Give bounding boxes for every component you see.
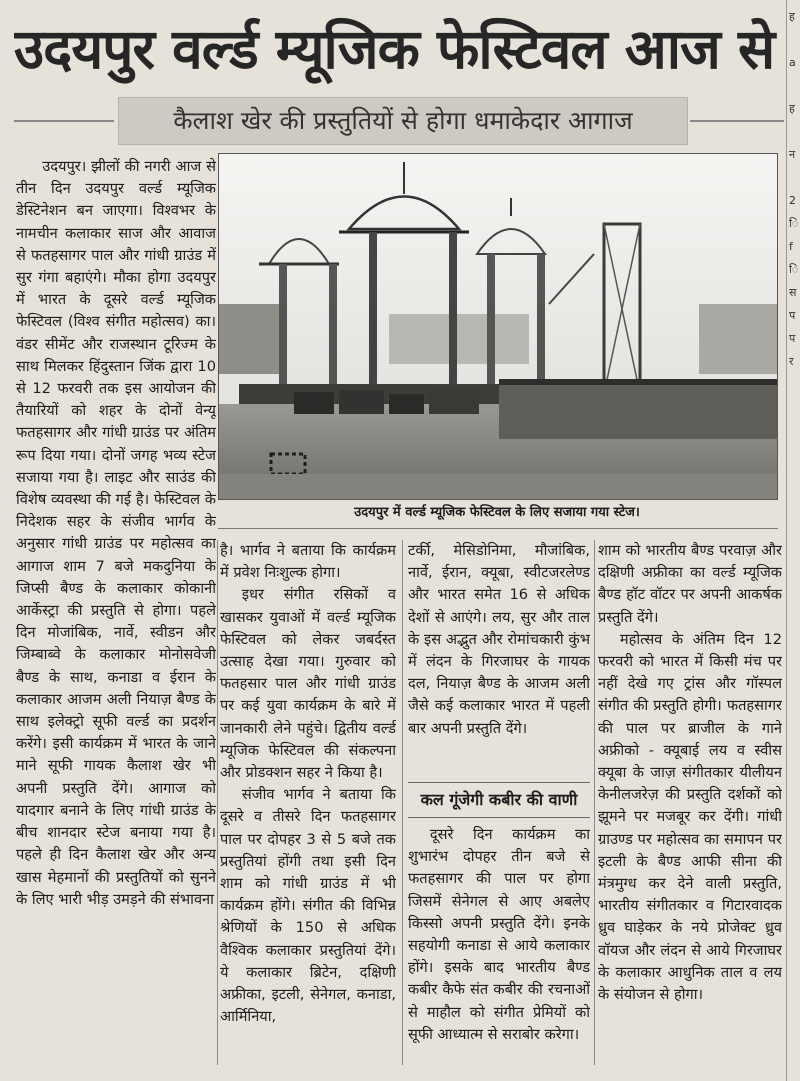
stage-photo-illustration <box>219 154 777 499</box>
edge-fragment-char: ह <box>789 10 795 23</box>
section-heading-kabir: कल गूंजेगी कबीर की वाणी <box>408 782 590 818</box>
edge-fragment-char: ि <box>789 217 799 230</box>
edge-fragment-char: 2 <box>789 194 796 207</box>
edge-fragment-char: a <box>789 56 796 69</box>
subheadline: कैलाश खेर की प्रस्तुतियों से होगा धमाकेदार आगाज <box>118 97 688 145</box>
column-divider <box>402 540 403 1065</box>
article-column-3-continued <box>408 824 590 1064</box>
edge-fragment-char: प <box>789 332 796 345</box>
article-paragraph: टर्की, मेसिडोनिमा, मौजांबिक, नार्वे, ईरान, क्यूबा, स्वीटजरलेण्ड और भारत समेत 16 से अधिक देशों से आएंगे। लय, सुर और ताल के इस अद्भुत और रोमांचकारी कुंभ में लंदन के गिरजाघर के गायक दल, नियाज़ बैण्ड के आजम अली जैसे कई कलाकार भारत में पहली बार अपनी प्रस्तुति देंगे। <box>408 542 590 737</box>
column-divider <box>217 540 218 1065</box>
article-paragraph: दूसरे दिन कार्यक्रम का शुभारंभ दोपहर तीन बजे से फतहसागर की पाल पर होगा जिसमें सेनेगल से आए अबलेए किस्सो अपनी प्रस्तुति देंगे। इनके सहयोगी कनाडा से आये कलाकार होंगे। इसके बाद भारतीय बैण्ड कबीर कैफे संत कबीर की रचनाओं से माहौल को संगीत प्रेमियों को सूफी आध्यात्म से सराबोर करेगा। <box>408 826 590 1043</box>
adjacent-article-edge <box>786 0 800 1081</box>
article-paragraph: शाम को भारतीय बैण्ड परवाज़ और दक्षिणी अफ्रीका का वर्ल्ड म्यूजिक बैण्ड हॉट वॉटर पर अपनी आकर्षक प्रस्तुति देंगे। <box>598 542 782 626</box>
article-paragraph: संजीव भार्गव ने बताया कि दूसरे व तीसरे दिन फतहसागर पाल पर दोपहर 3 से 5 बजे तक प्रस्तुतियां होंगी तथा इसी दिन शाम को गांधी ग्राउंड में भी कार्यक्रम होंगे। संगीत की विभिन्न श्रेणियों के 150 से अधिक वैश्विक कलाकार प्रस्तुतियां देंगे। ये कलाकार ब्रिटेन, दक्षिणी अफ्रीका, इटली, सेनेगल, कनाडा, आर्मिनिया, <box>220 786 396 1026</box>
article-paragraph: है। भार्गव ने बताया कि कार्यक्रम में प्रवेश निःशुल्क होगा। <box>220 542 396 582</box>
subhead-rule-right <box>690 120 784 122</box>
article-column-1 <box>16 156 216 1061</box>
edge-fragment-char: न <box>789 148 796 161</box>
caption-rule <box>218 528 778 529</box>
article-paragraph: इधर संगीत रसिकों व खासकर युवाओं में वर्ल्ड म्यूजिक फेस्टिवल को लेकर जबर्दस्त उत्साह देखा गया। गुरुवार को फतहसार पाल और गांधी ग्राउंड पर कई युवा कार्यक्रम के बारे में जानकारी लेने पहुंचे। द्वितीय वर्ल्ड म्यूजिक फेस्टिवल की संकल्पना और प्रोडक्शन सहर ने किया है। <box>220 586 396 782</box>
edge-fragment-char: ह <box>789 102 795 115</box>
article-column-4 <box>598 540 782 1065</box>
stage-photo <box>218 153 778 500</box>
edge-fragment-char: स <box>789 286 797 299</box>
headline: उदयपुर वर्ल्ड म्यूजिक फेस्टिवल आज से <box>14 17 775 81</box>
edge-fragment-char: f <box>789 240 793 253</box>
edge-fragment-char: प <box>789 309 796 322</box>
article-paragraph: उदयपुर। झीलों की नगरी आज से तीन दिन उदयपुर वर्ल्ड म्यूजिक डेस्टिनेशन बन जाएगा। विश्वभर के नामचीन कलाकार साज और आवाज से फतहसागर पाल और गांधी ग्राउंड में सुर गंगा बहाएंगे। मौका होगा उदयपुर में भारत के दूसरे वर्ल्ड म्यूजिक फेस्टिवल (विश्व संगीत महोत्सव) का। वंडर सीमेंट और राजस्थान टूरिज्म के साथ मिलकर हिंदुस्तान जिंक द्वारा 10 से 12 फरवरी तक इस आयोजन की तैयारियों को शहर के दोनों वेन्यू फतहसागर और गांधी ग्राउंड पर अंतिम रूप दिया गया। दोनों जगह भव्य स्टेज सजाया गया है। लाइट और साउंड की विशेष व्यवस्था की गई है। फेस्टिवल के निदेशक सहर के संजीव भार्गव के अनुसार गांधी ग्राउंड पर महोत्सव का आगाज शाम 7 बजे मकदुनिया के जिप्सी बैण्ड के कलाकार कोकानी आर्केस्ट्रा की प्रस्तुति से होगा। पहले दिन मोजांबिक, नार्वे, स्वीडन और जिम्बाब्वे के कलाकार मोनोसवेजी बैण्ड के साथ, कनाडा व ईरान के कलाकार आजम अली नियाज़ बैण्ड के साथ इलेक्ट्रो सूफी वर्ल्ड का प्रदर्शन करेंगे। इसी कार्यक्रम में भारत के जाने माने सूफी गायक कैलाश खेर भी अपनी प्रस्तुति देंगे। आगाज को यादगार बनाने के लिए गांधी ग्राउंड के बीच शानदार स्टेज बनाया गया है। पहले ही दिन कैलाश खेर और अन्य खास मेहमानों की प्रस्तुतियों को सुनने के लिए भारी भीड़ उमड़ने की संभावना <box>16 158 216 908</box>
edge-fragment-char: र <box>789 355 794 368</box>
article-paragraph: महोत्सव के अंतिम दिन 12 फरवरी को भारत में किसी मंच पर नहीं देखे गए ट्रांस और गॉस्पल संगीत की प्रस्तुति होगी। फतहसागर की पाल पर ब्राजील के गाने अफ्रीको - क्यूबाई लय व स्वीस क्यूबा के जाज़ संगीतकार यीलीयन केनीलजरेज़ की प्रस्तुति दर्शकों को झूमने पर मजबूर कर देंगी। गांधी ग्राउण्ड पर महोत्सव का समापन पर इटली के बैण्ड आफी सीना की मंत्रमुग्ध कर देने वाली प्रस्तुति, भारतीय संगीतकार व गिटारवादक ध्रुव घाड़ेकर के नये प्रोजेक्ट ध्रुव वॉयज और लंदन से आये गिरजाघर के कलाकार आधुनिक ताल व लय के संयोजन से होगा। <box>598 630 782 1004</box>
column-divider <box>594 540 595 1065</box>
article-column-3 <box>408 540 590 780</box>
subhead-rule-left <box>14 120 114 122</box>
photo-caption: उदयपुर में वर्ल्ड म्यूजिक फेस्टिवल के लिए सजाया गया स्टेज। <box>354 505 640 520</box>
edge-fragment-char: ि <box>789 263 799 276</box>
article-column-2 <box>220 540 396 1065</box>
